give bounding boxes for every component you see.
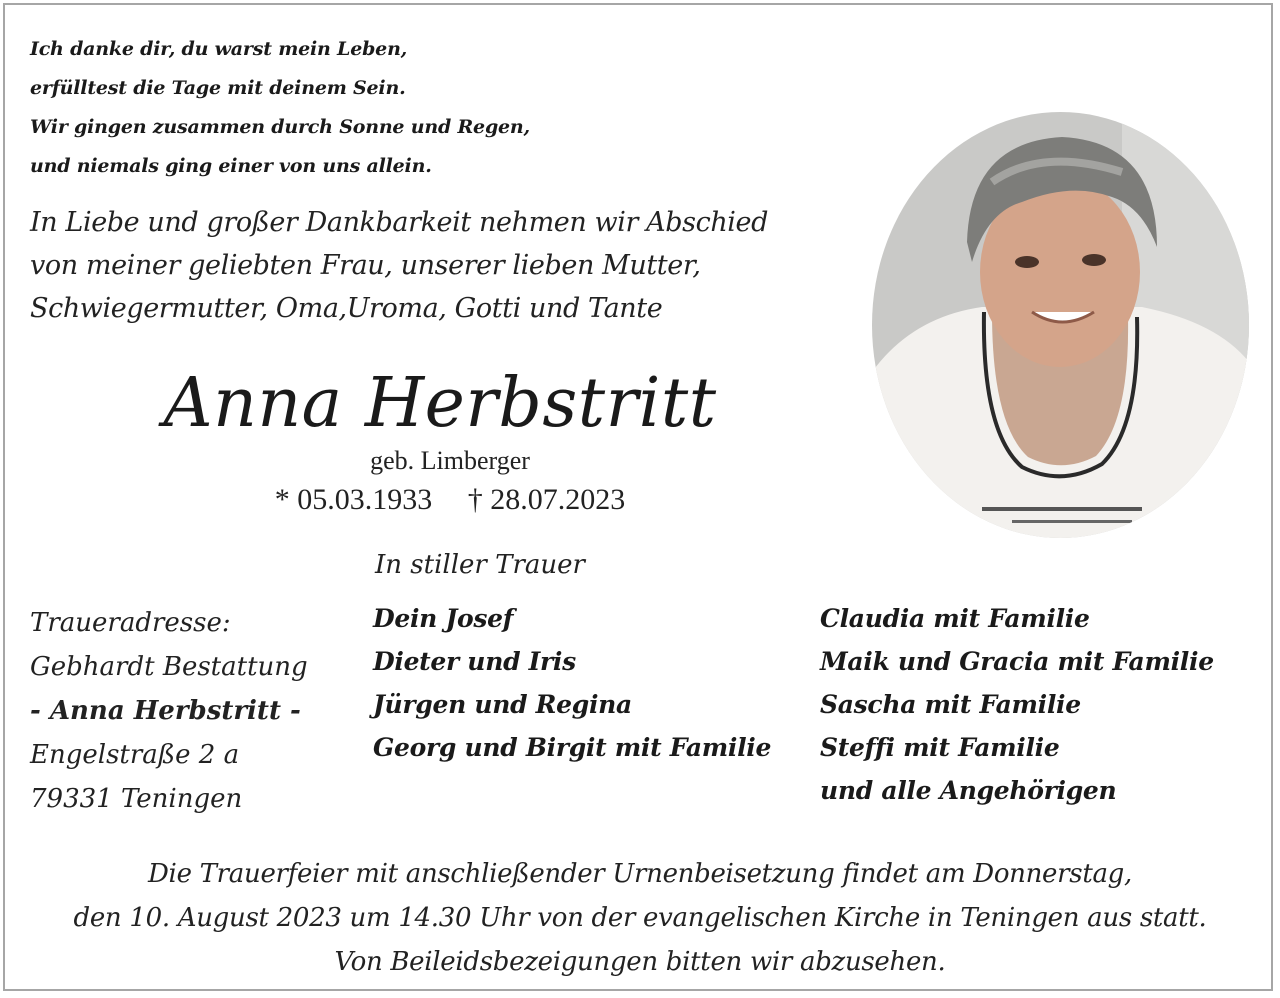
mourning-address (30, 601, 308, 821)
funeral-line: den 10. August 2023 um 14.30 Uhr von der evangelischen Kirche in Teningen aus statt. (73, 903, 1207, 933)
address-city: 79331 Teningen (30, 784, 243, 814)
portrait-illustration (872, 112, 1249, 538)
poem (30, 30, 530, 186)
family-member: Jürgen und Regina (373, 690, 632, 719)
intro-line: von meiner geliebten Frau, unserer lieben Mutter, (30, 250, 701, 281)
address-company: Gebhardt Bestattung (30, 652, 308, 682)
intro-line: In Liebe und großer Dankbarkeit nehmen wir Abschied (30, 207, 768, 238)
family-member: Dieter und Iris (373, 647, 576, 676)
family-member: Sascha mit Familie (820, 690, 1081, 719)
intro-text (30, 201, 768, 330)
address-attention: - Anna Herbstritt - (30, 696, 301, 726)
birth-date: * 05.03.1933 (274, 483, 433, 516)
funeral-line: Von Beileidsbezeigungen bitten wir abzusehen. (334, 947, 946, 977)
deceased-name: Anna Herbstritt (163, 364, 717, 443)
poem-line: erfülltest die Tage mit deinem Sein. (30, 77, 406, 99)
life-dates (0, 483, 900, 517)
intro-line: Schwiegermutter, Oma,Uroma, Gotti und Tante (30, 293, 663, 324)
family-member: Georg und Birgit mit Familie (373, 733, 772, 762)
death-date: † 28.07.2023 (467, 483, 626, 516)
poem-line: und niemals ging einer von uns allein. (30, 155, 432, 177)
address-street: Engelstraße 2 a (30, 740, 240, 770)
family-member: Steffi mit Familie (820, 733, 1060, 762)
family-list-right (820, 597, 1214, 812)
mourning-label: In stiller Trauer (375, 550, 585, 580)
birth-name: geb. Limberger (370, 446, 530, 475)
poem-line: Ich danke dir, du warst mein Leben, (30, 38, 408, 60)
family-member: Maik und Gracia mit Familie (820, 647, 1214, 676)
portrait-photo (872, 112, 1249, 538)
family-member: und alle Angehörigen (820, 776, 1117, 805)
poem-line: Wir gingen zusammen durch Sonne und Regen, (30, 116, 530, 138)
family-list-left (373, 597, 771, 769)
family-member: Dein Josef (373, 604, 514, 633)
funeral-details (0, 852, 1280, 984)
funeral-line: Die Trauerfeier mit anschließender Urnenbeisetzung findet am Donnerstag, (148, 859, 1132, 889)
family-member: Claudia mit Familie (820, 604, 1090, 633)
address-label: Traueradresse: (30, 608, 231, 638)
